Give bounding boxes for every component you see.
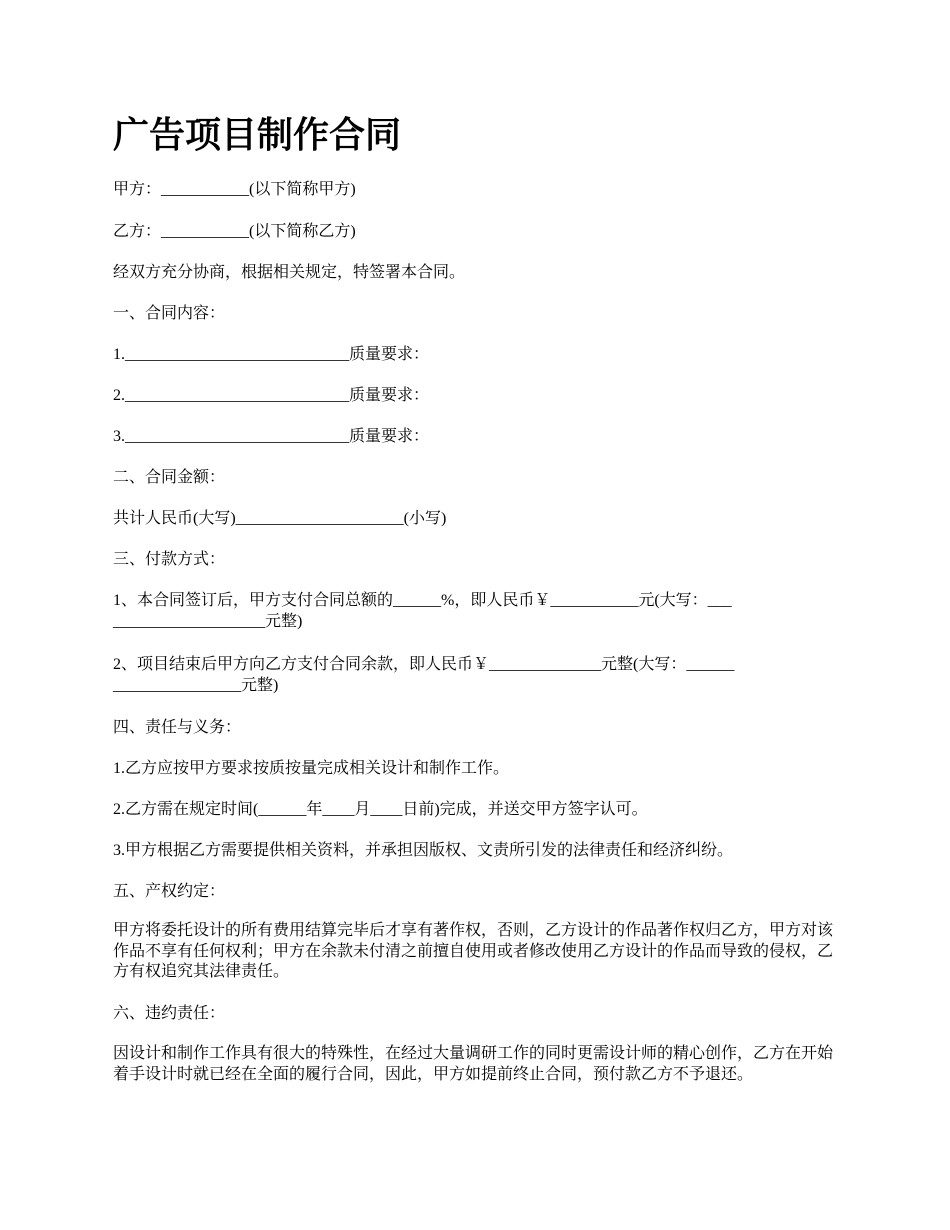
content-item-2: 2.____________________________质量要求： (113, 387, 430, 404)
duty-2: 2.乙方需在规定时间(______年____月____日前)完成，并送交甲方签字认可。 (113, 801, 648, 818)
content-item-1: 1.____________________________质量要求： (113, 346, 430, 363)
section-heading-content: 一、合同内容： (113, 305, 226, 322)
section-heading-breach: 六、违约责任： (113, 1005, 226, 1022)
payment-term-2-line-2: ________________元整) (113, 677, 279, 694)
section-heading-amount: 二、合同金额： (113, 469, 226, 486)
amount-line: 共计人民币(大写)_____________________(小写) (113, 510, 447, 527)
payment-term-1-line-1: 1、本合同签订后，甲方支付合同总额的______%，即人民币￥___________元(大写：___ (113, 592, 732, 609)
payment-term-1-line-2: ___________________元整) (113, 613, 303, 630)
page-title: 广告项目制作合同 (113, 115, 402, 156)
intro-paragraph: 经双方充分协商，根据相关规定，特签署本合同。 (113, 264, 466, 281)
property-paragraph: 甲方将委托设计的所有费用结算完毕后才享有著作权，否则，乙方设计的作品著作权归乙方，甲方对该作品不享有任何权利；甲方在余款未付清之前擅自使用或者修改使用乙方设计的作品而导致的侵权，乙方有权追究其法律责任。 (113, 922, 834, 980)
duty-3: 3.甲方根据乙方需要提供相关资料，并承担因版权、文责所引发的法律责任和经济纠纷。 (113, 842, 734, 859)
section-heading-payment: 三、付款方式： (113, 551, 226, 568)
payment-term-2-line-1: 2、项目结束后甲方向乙方支付合同余款，即人民币￥______________元整(大写：______ (113, 656, 735, 673)
party-b-line: 乙方：___________(以下简称乙方) (113, 223, 356, 240)
party-a-line: 甲方：___________(以下简称甲方) (113, 181, 356, 198)
content-item-3: 3.____________________________质量要求： (113, 428, 430, 445)
breach-paragraph: 因设计和制作工作具有很大的特殊性，在经过大量调研工作的同时更需设计师的精心创作，乙方在开始着手设计时就已经在全面的履行合同，因此，甲方如提前终止合同，预付款乙方不予退还。 (113, 1045, 834, 1083)
duty-1: 1.乙方应按甲方要求按质按量完成相关设计和制作工作。 (113, 760, 510, 777)
section-heading-duties: 四、责任与义务： (113, 719, 242, 736)
section-heading-property: 五、产权约定： (113, 883, 226, 900)
